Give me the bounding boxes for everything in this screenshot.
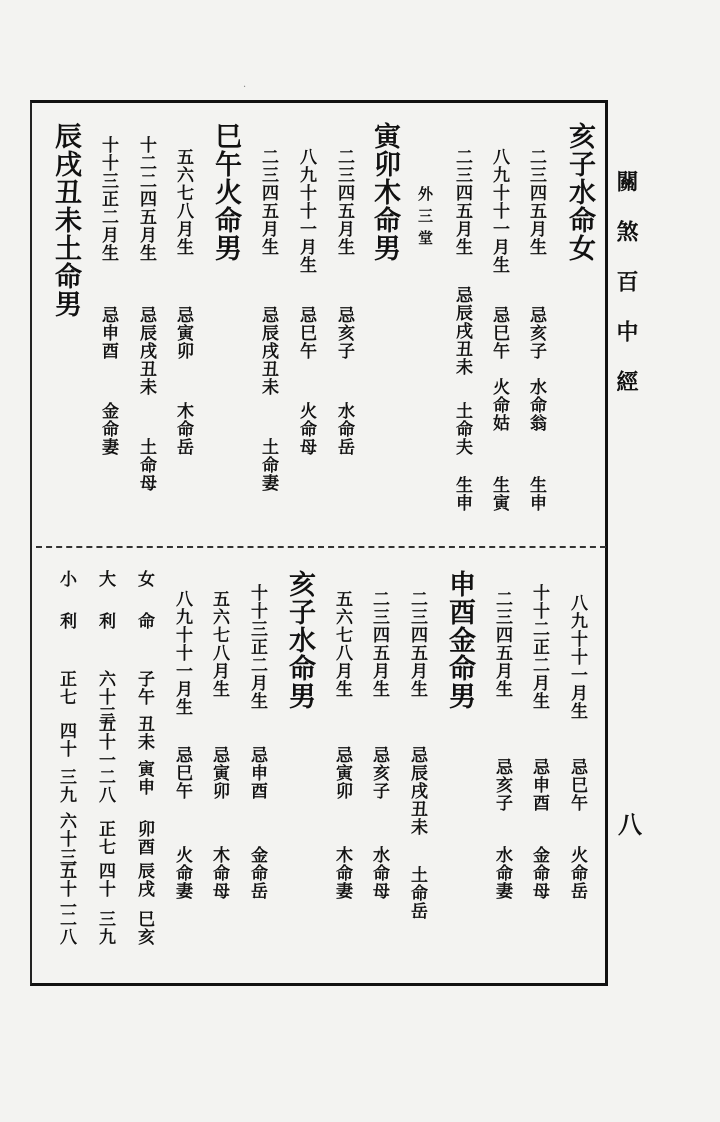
table-cell: 四十 xyxy=(95,862,115,898)
months: 二三四五月生 xyxy=(258,148,278,256)
relation: 火命岳 xyxy=(567,846,587,900)
months: 八九十十一月生 xyxy=(489,148,509,274)
table-cell: 巳亥 xyxy=(134,910,154,946)
relation: 土命夫 xyxy=(452,402,472,456)
table-cell: 辰戌 xyxy=(134,862,154,898)
heading: 亥子水命女 xyxy=(564,122,595,262)
months: 十十三正二月生 xyxy=(98,136,118,262)
avoid: 忌亥子 xyxy=(526,306,546,360)
months: 八九十十一月生 xyxy=(296,148,316,274)
running-title: 關煞百中經 xyxy=(613,170,639,420)
relation: 土命妻 xyxy=(258,438,278,492)
avoid: 忌寅卯 xyxy=(209,746,229,800)
avoid: 忌辰戌丑未 xyxy=(136,306,156,396)
relation: 木命岳 xyxy=(173,402,193,456)
page-number: 八 xyxy=(618,810,642,839)
table-row-label: 小 xyxy=(56,570,76,588)
table-cell: 丑未 xyxy=(134,715,154,751)
relation: 火命妻 xyxy=(172,846,192,900)
relation: 水命母 xyxy=(369,846,389,900)
months: 十二二四五月生 xyxy=(136,136,156,262)
avoid: 忌巳午 xyxy=(296,306,316,360)
birth: 生申 xyxy=(452,476,472,512)
table-cell: 五十一 xyxy=(56,862,76,916)
table-cell: 三九 xyxy=(56,768,76,804)
table-row-sub: 利 xyxy=(95,612,115,630)
avoid: 忌辰戌丑未 xyxy=(258,306,278,396)
heading: 寅卯木命男 xyxy=(369,122,400,262)
avoid: 忌申酉 xyxy=(98,306,118,360)
avoid: 忌亥子 xyxy=(492,758,512,812)
table-cell: 卯酉 xyxy=(134,820,154,856)
months: 二三四五月生 xyxy=(369,590,389,698)
months: 八九十十一月生 xyxy=(567,594,587,720)
avoid: 忌巳午 xyxy=(172,746,192,800)
birth: 生申 xyxy=(526,476,546,512)
relation: 木命妻 xyxy=(332,846,352,900)
table-cell: 二八 xyxy=(95,768,115,804)
months: 二三四五月生 xyxy=(334,148,354,256)
table-row-label: 女 xyxy=(134,570,154,588)
heading: 申酉金命男 xyxy=(444,570,475,710)
avoid: 忌申酉 xyxy=(529,758,549,812)
months: 十十三正二月生 xyxy=(247,584,267,710)
table-cell: 寅申 xyxy=(134,760,154,796)
avoid: 忌辰戌丑未 xyxy=(452,286,472,376)
avoid: 忌亥子 xyxy=(369,746,389,800)
heading: 亥子水命男 xyxy=(284,570,315,710)
ghost-mark: · xyxy=(243,82,247,93)
birth: 生寅 xyxy=(489,476,509,512)
months: 二三四五月生 xyxy=(492,590,512,698)
avoid: 忌申酉 xyxy=(247,746,267,800)
avoid: 忌寅卯 xyxy=(173,306,193,360)
table-row-sub: 利 xyxy=(56,612,76,630)
table-cell: 五十一 xyxy=(95,715,115,769)
avoid: 忌亥子 xyxy=(334,306,354,360)
avoid: 忌寅卯 xyxy=(332,746,352,800)
note: 外三堂 xyxy=(416,186,434,252)
table-cell: 正七 xyxy=(95,820,115,856)
section-divider xyxy=(36,546,606,548)
table-cell: 二八 xyxy=(56,910,76,946)
relation: 水命妻 xyxy=(492,846,512,900)
avoid: 忌辰戌丑未 xyxy=(407,746,427,836)
months: 二三四五月生 xyxy=(407,590,427,698)
months: 二三四五月生 xyxy=(526,148,546,256)
table-cell: 三九 xyxy=(95,910,115,946)
table-cell: 正七 xyxy=(56,670,76,706)
relation: 土命母 xyxy=(136,438,156,492)
table-row-sub: 命 xyxy=(134,612,154,630)
months: 五六七八月生 xyxy=(173,148,193,256)
table-cell: 六十三 xyxy=(95,670,115,724)
months: 五六七八月生 xyxy=(209,590,229,698)
months: 五六七八月生 xyxy=(332,590,352,698)
table-cell: 子午 xyxy=(134,670,154,706)
months: 八九十十一月生 xyxy=(172,590,192,716)
months: 十十二正二月生 xyxy=(529,584,549,710)
months: 二三四五月生 xyxy=(452,148,472,256)
table-cell: 四十 xyxy=(56,722,76,758)
relation: 木命母 xyxy=(209,846,229,900)
relation: 水命岳 xyxy=(334,402,354,456)
avoid: 忌巳午 xyxy=(489,306,509,360)
heading: 辰戌丑未土命男 xyxy=(50,122,81,318)
avoid: 忌巳午 xyxy=(567,758,587,812)
relation: 水命翁 xyxy=(526,378,546,432)
relation: 金命母 xyxy=(529,846,549,900)
table-row-label: 大 xyxy=(95,570,115,588)
relation: 火命母 xyxy=(296,402,316,456)
relation: 土命岳 xyxy=(407,866,427,920)
relation: 金命岳 xyxy=(247,846,267,900)
heading: 巳午火命男 xyxy=(210,122,241,262)
relation: 金命妻 xyxy=(98,402,118,456)
table-cell: 六十三 xyxy=(56,812,76,866)
relation: 火命姑 xyxy=(489,378,509,432)
